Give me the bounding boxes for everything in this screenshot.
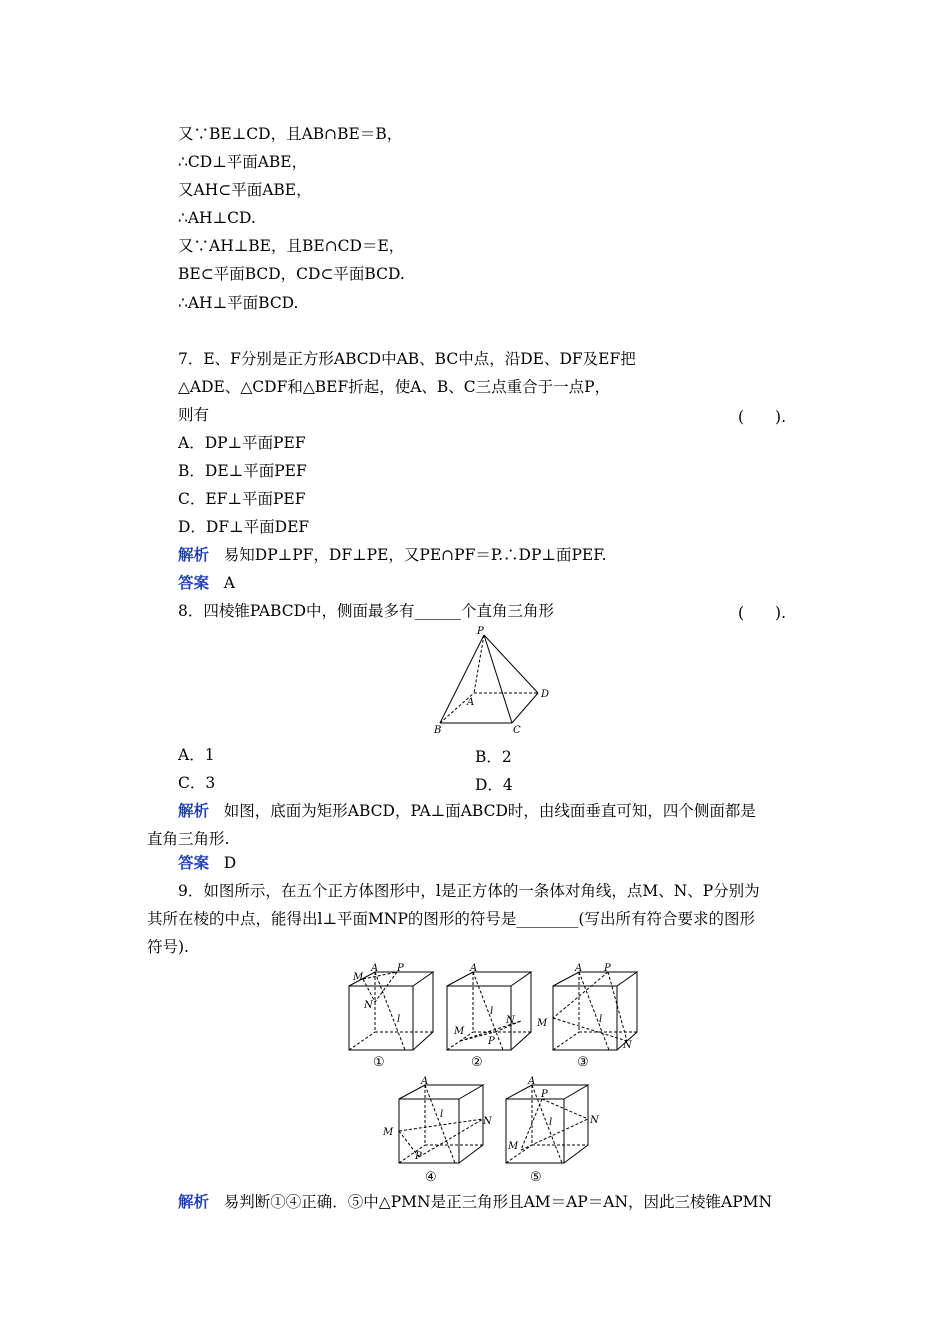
q9-caption-3: ③: [577, 1055, 589, 1070]
q9-caption-5: ⑤: [530, 1170, 542, 1185]
q9-c4-label-m: M: [383, 1127, 394, 1138]
q9-c2-label-l: l: [490, 1006, 494, 1017]
q8-option-c: C．3: [178, 774, 216, 792]
proof-line-1: 又∵BE⊥CD，且AB∩BE＝B，: [178, 125, 403, 143]
q9-cube-5-figure: [502, 1075, 602, 1190]
q9-caption-4: ④: [425, 1170, 437, 1185]
q8-label-d: D: [541, 689, 550, 700]
q9-stem-3: 符号).: [147, 938, 189, 956]
q9-stem-1: 9．如图所示，在五个正方体图形中，l是正方体的一条体对角线，点M、N、P分别为: [178, 882, 760, 900]
q9-c1-label-l: l: [397, 1014, 401, 1025]
q9-c5-label-n: N: [590, 1115, 599, 1126]
q7-analysis-label: 解析: [178, 545, 210, 564]
q9-c3-label-m: M: [537, 1018, 548, 1029]
q8-analysis: [178, 801, 756, 821]
q7-answer-value: A: [223, 574, 235, 592]
q7-stem-2: △ADE、△CDF和△BEF折起，使A、B、C三点重合于一点P，: [178, 378, 611, 396]
proof-line-4: ∴AH⊥CD.: [178, 209, 256, 227]
q8-answer-label: 答案: [178, 853, 210, 872]
q9-c1-label-n: N: [364, 1000, 373, 1011]
q9-c4-label-a: A: [421, 1076, 429, 1087]
q8-analysis-text: 如图，底面为矩形ABCD，PA⊥面ABCD时，由线面垂直可知，四个侧面都是: [223, 802, 756, 820]
q8-stem: 8．四棱锥PABCD中，侧面最多有______个直角三角形: [178, 602, 555, 620]
proof-line-7: ∴AH⊥平面BCD.: [178, 294, 299, 312]
q7-answer-label: 答案: [178, 573, 210, 592]
q7-stem-1: 7．E、F分别是正方形ABCD中AB、BC中点，沿DE、DF及EF把: [178, 350, 636, 368]
q8-label-c: C: [513, 725, 521, 736]
q8-analysis-label: 解析: [178, 801, 210, 820]
q9-c3-label-l: l: [599, 1014, 603, 1025]
q9-c4-label-n: N: [483, 1116, 492, 1127]
q9-c3-label-p: P: [604, 963, 611, 974]
q9-caption-2: ②: [471, 1055, 483, 1070]
q7-option-a: A．DP⊥平面PEF: [178, 434, 306, 452]
q9-c5-label-l: l: [549, 1117, 553, 1128]
q8-answer-paren: ( ).: [738, 604, 787, 622]
q9-cube-4-figure: [383, 1075, 495, 1190]
q9-cube-2-figure: [443, 962, 538, 1072]
q8-label-a: A: [467, 697, 475, 708]
q9-c2-label-a: A: [470, 963, 478, 974]
q9-c5-label-m: M: [508, 1141, 519, 1152]
q9-analysis-text: 易判断①④正确．⑤中△PMN是正三角形且AM＝AP＝AN，因此三棱锥APMN: [223, 1193, 773, 1211]
q9-c2-label-m: M: [454, 1026, 465, 1037]
q7-analysis: [178, 545, 607, 565]
q8-answer: [178, 853, 236, 873]
q8-answer-value: D: [223, 854, 237, 872]
q8-analysis-cont: 直角三角形.: [147, 830, 230, 848]
proof-line-6: BE⊂平面BCD，CD⊂平面BCD.: [178, 265, 405, 283]
q9-cube-3-figure: [537, 962, 644, 1072]
q9-c3-label-a: A: [575, 963, 583, 974]
q9-c5-label-p: P: [541, 1089, 548, 1100]
q7-analysis-text: 易知DP⊥PF，DF⊥PE，又PE∩PF＝P.∴DP⊥面PEF.: [223, 546, 607, 564]
proof-line-3: 又AH⊂平面ABE，: [178, 181, 312, 199]
q9-c5-label-a: A: [528, 1076, 536, 1087]
q8-option-b: B．2: [475, 748, 512, 766]
q9-stem-2: 其所在棱的中点，能得出l⊥平面MNP的图形的符号是________(写出所有符合要求的图形: [147, 910, 755, 928]
q9-analysis-label: 解析: [178, 1192, 210, 1211]
q7-option-d: D．DF⊥平面DEF: [178, 518, 310, 536]
q8-pyramid-figure: [430, 625, 560, 740]
proof-line-5: 又∵AH⊥BE，且BE∩CD＝E，: [178, 237, 405, 255]
q8-label-p: P: [477, 626, 484, 637]
q9-c1-label-p: P: [397, 963, 404, 974]
q9-c4-label-l: l: [440, 1109, 444, 1120]
q9-c1-label-m: M: [353, 972, 364, 983]
q9-analysis: [178, 1192, 772, 1212]
q7-option-c: C．EF⊥平面PEF: [178, 490, 306, 508]
q9-c4-label-p: P: [415, 1151, 422, 1162]
q7-stem-3: 则有: [178, 406, 210, 424]
q8-option-d: D．4: [475, 776, 513, 794]
q7-answer-paren: ( ).: [738, 408, 787, 426]
proof-line-2: ∴CD⊥平面ABE，: [178, 153, 308, 171]
q9-c2-label-p: P: [488, 1036, 495, 1047]
q7-option-b: B．DE⊥平面PEF: [178, 462, 307, 480]
q9-c3-label-n: N: [623, 1040, 632, 1051]
q8-option-a: A．1: [178, 746, 215, 764]
q8-label-b: B: [434, 725, 442, 736]
q9-caption-1: ①: [373, 1055, 385, 1070]
q9-c2-label-n: N: [506, 1015, 515, 1026]
q7-answer: [178, 573, 235, 593]
q9-cube-1-figure: [345, 962, 440, 1072]
q9-c1-label-a: A: [371, 963, 379, 974]
